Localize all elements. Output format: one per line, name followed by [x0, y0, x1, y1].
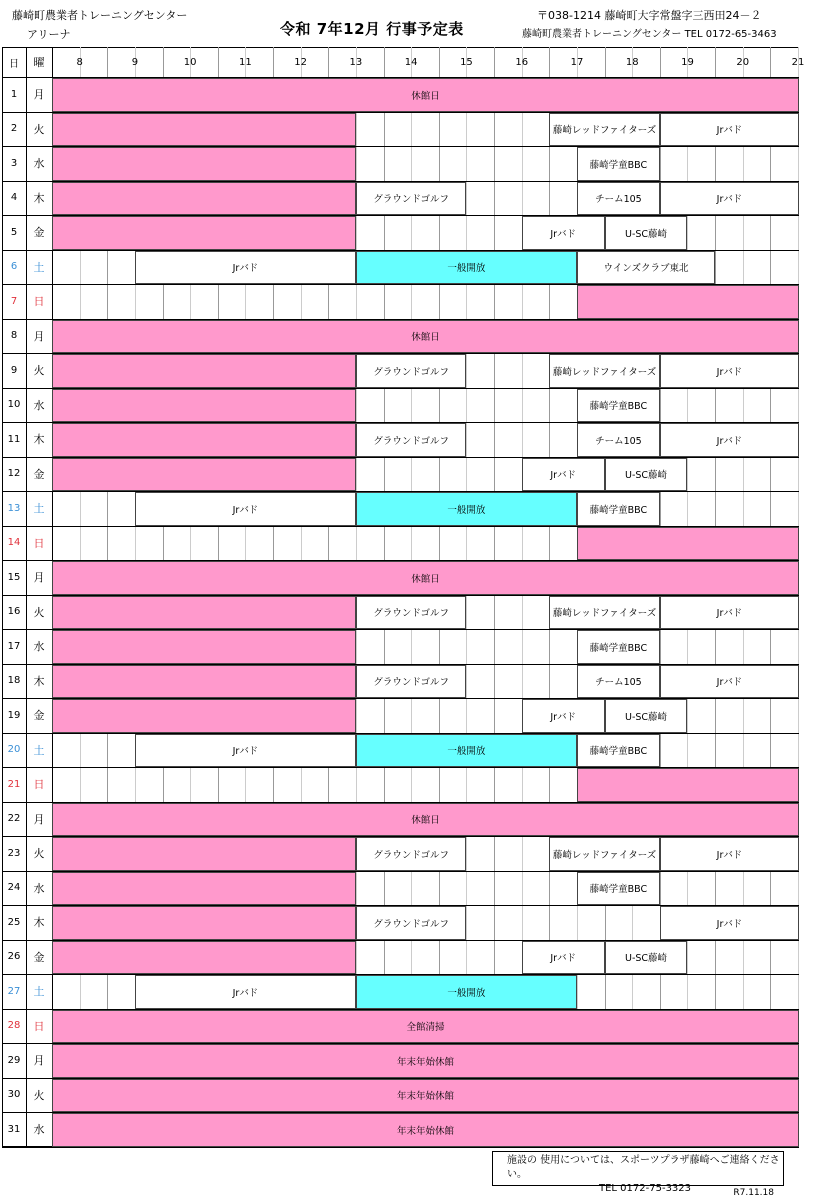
row-dow: 土	[33, 985, 45, 999]
row-day: 5	[10, 226, 18, 238]
schedule-event	[52, 389, 356, 423]
schedule-event: U-SC藤崎	[605, 941, 688, 975]
schedule-event	[52, 182, 356, 216]
row-dow: 木	[33, 674, 45, 688]
row-dow: 水	[33, 881, 45, 895]
row-dow: 土	[33, 743, 45, 757]
hour-label: 13	[349, 56, 363, 68]
schedule-event: 全館清掃	[52, 1010, 799, 1044]
row-day: 25	[7, 916, 21, 928]
hour-label: 11	[239, 56, 252, 68]
schedule-event: 年末年始休館	[52, 1113, 799, 1147]
schedule-event: 藤崎学童BBC	[577, 734, 660, 768]
schedule-event: 一般開放	[356, 492, 577, 526]
schedule-event: 藤崎レッドファイターズ	[549, 354, 660, 388]
schedule-event: 休館日	[52, 803, 799, 837]
grid-hline	[2, 1147, 799, 1148]
schedule-event: Jrバド	[660, 665, 799, 699]
schedule-event	[52, 458, 356, 492]
footer-line1: 施設の 使用については、スポーツプラザ藤崎へご連絡ください。	[507, 1155, 780, 1180]
hour-label: 19	[681, 56, 694, 68]
row-day: 19	[7, 709, 21, 721]
schedule-event	[52, 630, 356, 664]
hour-label: 14	[404, 56, 418, 68]
schedule-event: 藤崎学童BBC	[577, 147, 660, 181]
row-dow: 水	[33, 157, 45, 171]
row-dow: 日	[33, 778, 45, 792]
header-day: 日	[9, 58, 19, 70]
row-dow: 土	[33, 502, 45, 516]
schedule-event	[52, 699, 356, 733]
row-dow: 火	[33, 605, 45, 619]
schedule-event: グラウンドゴルフ	[356, 423, 467, 457]
row-day: 6	[10, 261, 18, 273]
row-day: 29	[7, 1054, 21, 1066]
row-day: 26	[7, 951, 21, 963]
schedule-event: 一般開放	[356, 251, 577, 285]
row-dow: 木	[33, 433, 45, 447]
row-dow: 火	[33, 1088, 45, 1102]
header-dow: 曜	[33, 56, 45, 69]
row-day: 18	[7, 675, 21, 687]
row-dow: 月	[33, 329, 45, 343]
row-day: 10	[7, 399, 21, 411]
schedule-event: U-SC藤崎	[605, 216, 688, 250]
row-day: 12	[7, 468, 21, 480]
schedule-event: Jrバド	[660, 354, 799, 388]
row-day: 4	[10, 192, 18, 204]
schedule-event: Jrバド	[522, 458, 605, 492]
row-day: 22	[7, 813, 21, 825]
schedule-event: チーム105	[577, 182, 660, 216]
schedule-event: Jrバド	[660, 906, 799, 940]
row-day: 7	[10, 295, 18, 307]
row-day: 8	[10, 330, 18, 342]
schedule-event: Jrバド	[660, 423, 799, 457]
schedule-event: チーム105	[577, 665, 660, 699]
schedule-event: Jrバド	[135, 492, 356, 526]
schedule-event: Jrバド	[660, 596, 799, 630]
schedule-event: Jrバド	[522, 699, 605, 733]
schedule-event: 休館日	[52, 320, 799, 354]
row-day: 2	[10, 123, 18, 135]
hour-label: 17	[570, 56, 584, 68]
row-dow: 水	[33, 640, 45, 654]
schedule-event: 年末年始休館	[52, 1044, 799, 1078]
schedule-event: ウインズクラブ東北	[577, 251, 715, 285]
row-day: 31	[7, 1123, 21, 1135]
schedule-event: グラウンドゴルフ	[356, 906, 467, 940]
row-dow: 月	[33, 812, 45, 826]
row-dow: 日	[33, 536, 45, 550]
row-dow: 金	[33, 467, 45, 481]
schedule-table	[2, 47, 805, 1147]
schedule-event: 一般開放	[356, 734, 577, 768]
schedule-event	[52, 941, 356, 975]
schedule-event: Jrバド	[660, 837, 799, 871]
schedule-event: 休館日	[52, 561, 799, 595]
schedule-event	[52, 423, 356, 457]
row-dow: 火	[33, 122, 45, 136]
schedule-event: チーム105	[577, 423, 660, 457]
schedule-event: 藤崎学童BBC	[577, 389, 660, 423]
hour-label: 8	[76, 56, 83, 68]
schedule-event: グラウンドゴルフ	[356, 182, 467, 216]
row-day: 3	[10, 157, 18, 169]
row-day: 24	[7, 882, 21, 894]
contact-info: 藤崎町農業者トレーニングセンター TEL 0172-65-3463	[522, 29, 777, 40]
schedule-event: 藤崎学童BBC	[577, 492, 660, 526]
schedule-event	[52, 906, 356, 940]
hour-label: 15	[460, 56, 473, 68]
row-dow: 月	[33, 1054, 45, 1068]
row-dow: 日	[33, 1019, 45, 1033]
row-day: 20	[7, 744, 21, 756]
schedule-event: Jrバド	[135, 251, 356, 285]
row-day: 16	[7, 606, 21, 618]
row-day: 13	[7, 502, 21, 514]
schedule-event: グラウンドゴルフ	[356, 596, 467, 630]
hour-label: 20	[736, 56, 750, 68]
schedule-event: 藤崎学童BBC	[577, 872, 660, 906]
footer-line2: TEL 0172-75-3323	[599, 1183, 692, 1194]
schedule-event	[52, 665, 356, 699]
schedule-event	[52, 872, 356, 906]
row-dow: 月	[33, 571, 45, 585]
schedule-event: U-SC藤崎	[605, 458, 688, 492]
schedule-event: U-SC藤崎	[605, 699, 688, 733]
schedule-event	[52, 147, 356, 181]
schedule-event: Jrバド	[522, 216, 605, 250]
schedule-event	[577, 285, 799, 319]
page-title: 令和 7年12月 行事予定表	[280, 20, 464, 38]
row-day: 21	[7, 778, 21, 790]
schedule-event	[52, 837, 356, 871]
hour-label: 12	[294, 56, 308, 68]
hour-label: 21	[791, 56, 805, 68]
row-dow: 日	[33, 295, 45, 309]
row-day: 27	[7, 985, 21, 997]
row-day: 23	[7, 847, 21, 859]
schedule-event	[577, 768, 799, 802]
facility-name: 藤崎町農業者トレーニングセンター	[12, 9, 188, 22]
schedule-event: グラウンドゴルフ	[356, 837, 467, 871]
schedule-event: Jrバド	[660, 113, 799, 147]
schedule-event	[52, 216, 356, 250]
row-dow: 水	[33, 1123, 45, 1137]
schedule-event: Jrバド	[135, 975, 356, 1009]
hour-label: 9	[131, 56, 139, 68]
row-dow: 火	[33, 364, 45, 378]
schedule-event	[577, 527, 799, 561]
schedule-event: 休館日	[52, 78, 799, 112]
schedule-event: Jrバド	[660, 182, 799, 216]
schedule-event	[52, 113, 356, 147]
row-day: 30	[7, 1089, 21, 1101]
schedule-event: 藤崎学童BBC	[577, 630, 660, 664]
row-day: 11	[7, 433, 21, 445]
schedule-event: Jrバド	[522, 941, 605, 975]
area-name: アリーナ	[27, 28, 71, 41]
row-dow: 金	[33, 709, 45, 723]
schedule-event: 藤崎レッドファイターズ	[549, 837, 660, 871]
schedule-event: 藤崎レッドファイターズ	[549, 596, 660, 630]
schedule-event	[52, 596, 356, 630]
row-day: 28	[7, 1020, 21, 1032]
row-dow: 月	[33, 88, 45, 102]
schedule-event: グラウンドゴルフ	[356, 665, 467, 699]
schedule-event: グラウンドゴルフ	[356, 354, 467, 388]
schedule-event: 藤崎レッドファイターズ	[549, 113, 660, 147]
row-dow: 木	[33, 916, 45, 930]
row-day: 1	[10, 88, 18, 100]
schedule-event	[52, 354, 356, 388]
row-dow: 水	[33, 398, 45, 412]
row-dow: 火	[33, 847, 45, 861]
hour-label: 10	[183, 56, 197, 68]
row-day: 17	[7, 640, 21, 652]
schedule-event: Jrバド	[135, 734, 356, 768]
hour-label: 16	[515, 56, 529, 68]
row-day: 9	[10, 364, 18, 376]
hour-label: 18	[625, 56, 639, 68]
address: 〒038-1214 藤崎町大字常盤字三西田24－２	[537, 9, 762, 22]
schedule-event: 一般開放	[356, 975, 577, 1009]
row-dow: 金	[33, 950, 45, 964]
row-dow: 金	[33, 226, 45, 240]
row-dow: 木	[33, 191, 45, 205]
row-dow: 土	[33, 260, 45, 274]
schedule-event: 年末年始休館	[52, 1079, 799, 1113]
row-day: 15	[7, 571, 21, 583]
row-day: 14	[7, 537, 21, 549]
revision-date: R7.11.18	[733, 1188, 774, 1198]
